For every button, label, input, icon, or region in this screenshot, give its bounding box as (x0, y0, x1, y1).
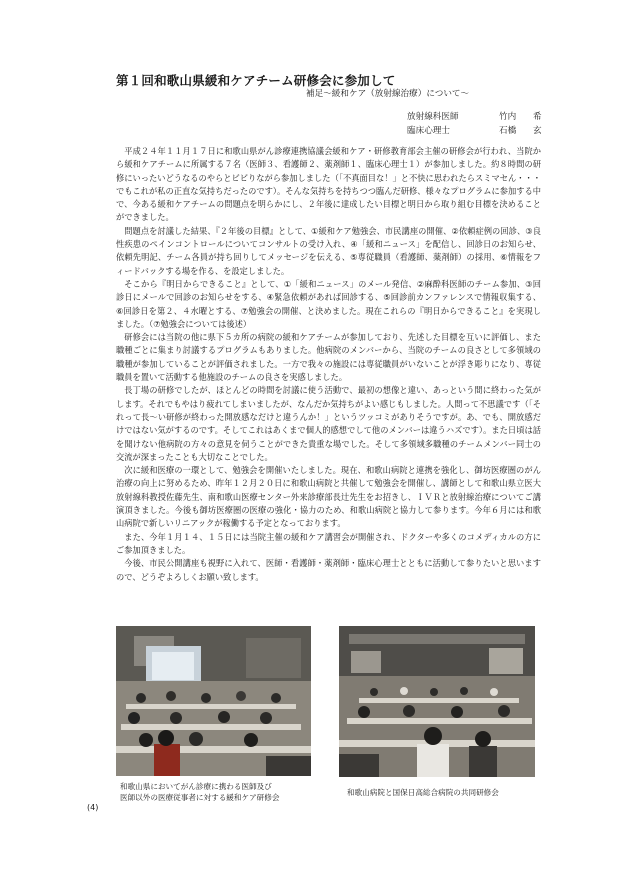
author-role: 放射線科医師 (407, 112, 459, 122)
seminar-photo-1 (116, 626, 311, 776)
seminar-photo-1-image (116, 626, 311, 776)
paragraph: 長丁場の研修でしたが、ほとんどの時間を討議に使う活動で、最初の想像と違い、あっという間に終わった気がします。それでもやはり疲れてしまいましたが、なんだか気持ちがよい感じもしました。人間って不思議です（「それって長～い研修が終わった開放感なだけと違うんか！」というツッコミがありそうですが。あ、でも、開放感だけではない気がするのです。そしてこれはあくまで個人的感想でして他のメンバーは違うハズです）。また日頃は話を聞けない他病院の方々の意見を伺うことができた貴重な場でした。そして多領域多職種のチームメンバー同士の交流が深まったことも大切なことでした。 (116, 385, 541, 462)
caption-line: 医師以外の医療従事者に対する緩和ケア研修会 (120, 793, 280, 802)
caption-line: 和歌山病院と国保日高総合病院の共同研修会 (347, 788, 499, 797)
photo-2-caption (347, 787, 499, 798)
author-given-name: 玄 (533, 126, 542, 136)
seminar-photo-2-image (339, 626, 535, 777)
paragraph: また、今年１月１４、１５日には当院主催の緩和ケア講習会が開催され、ドクターや多くのコメディカルの方にご参加頂きました。 (116, 531, 541, 555)
paragraph: 今後、市民公開講座も視野に入れて、医師・看護師・薬剤師・臨床心理士とともに活動して参りたいと思いますので、どうぞよろしくお願い致します。 (116, 558, 541, 582)
article-title: 第１回和歌山県緩和ケアチーム研修会に参加して (116, 73, 396, 88)
author-given-name: 希 (533, 112, 542, 122)
paragraph: 次に緩和医療の一環として、勉強会を開催いたしました。現在、和歌山病院と連携を強化し、御坊医療圏のがん治療の向上に努めるため、昨年１２月２０日に和歌山病院と共催して勉強会を開催し、講師として和歌山県立医大放射線科教授佐藤先生、南和歌山医療センター外来診療部長辻先生をお招きし、ＩＶＲと放射線治療についてご講演頂きました。今後も御坊医療圏の医療の強化・協力のため、和歌山病院と協力して参ります。今年６月には和歌山病院で新しいリニアックが稼働する予定となっております。 (116, 465, 541, 529)
photo-1-caption (120, 781, 279, 803)
paragraph: 研修会には当院の他に県下５カ所の病院の緩和ケアチームが参加しており、先述した目標を互いに評価し、また職種ごとに集まり討議するプログラムもありました。他病院のメンバーから、当院のチームの良さとして多領域の職種が参加していることが評価されました。一方で我々の施設には専従職員がいないことが浮き彫りになり、専従職員を置いて活動する他施設のチームの良さを実感しました。 (116, 332, 541, 383)
article-subtitle: 補足～緩和ケア（放射線治療）について～ (306, 89, 470, 99)
author-role: 臨床心理士 (407, 126, 450, 136)
article-body (116, 145, 541, 584)
caption-line: 和歌山県においてがん診療に携わる医師及び (120, 782, 272, 791)
paragraph: そこから『明日からできること』として、①「緩和ニュース」のメール発信、②麻酔科医師のチーム参加、③回診日にメールで回診のお知らせをする、④緊急依頼があれば回診する、⑤回診前カンファレンスで情報収集する、⑥回診日を第２、４水曜とする、⑦勉強会の開催、と決めました。現在これらの『明日からできること』を実現しました。（⑦勉強会については後述） (116, 278, 541, 329)
paragraph: 問題点を討議した結果、『２年後の目標』として、①緩和ケア勉強会、市民講座の開催、②依頼症例の回診、③良性疾患のペインコントロールについてコンサルトの受け入れ、④「緩和ニュース」を配信し、回診日のお知らせ、依頼先明記、チーム各員が持ち回りしてメッセージを伝える、⑤専従職員（看護師、薬剤師）の採用、⑥情報をフィードバックする場を作る、を設定しました。 (116, 225, 541, 276)
author-list (407, 110, 577, 140)
author-family-name: 石橋 (499, 126, 517, 136)
page-number: (4) (87, 803, 99, 812)
author-family-name: 竹内 (499, 112, 517, 122)
paragraph: 平成２４年１１月１７日に和歌山県がん診療連携協議会緩和ケア・研修教育部会主催の研修会が行われ、当院から緩和ケアチームに所属する７名（医師３、看護師２、薬剤師１、臨床心理士１）が参加しました。約８時間の研修にいったいどうなるのやらとビビりながら参加しました（「不真面目な！」と不快に思われたらスミマセん・・・でもこれが私の正直な気持ちだったのです）。そんな気持ちを持ちつつ臨んだ研修、様々なプログラムに参加する中で、今ある緩和ケアチームの問題点を明らかにし、２年後に達成したい目標と明日から取り組む目標を決めることができました。 (116, 146, 541, 223)
seminar-photo-2 (339, 626, 535, 777)
